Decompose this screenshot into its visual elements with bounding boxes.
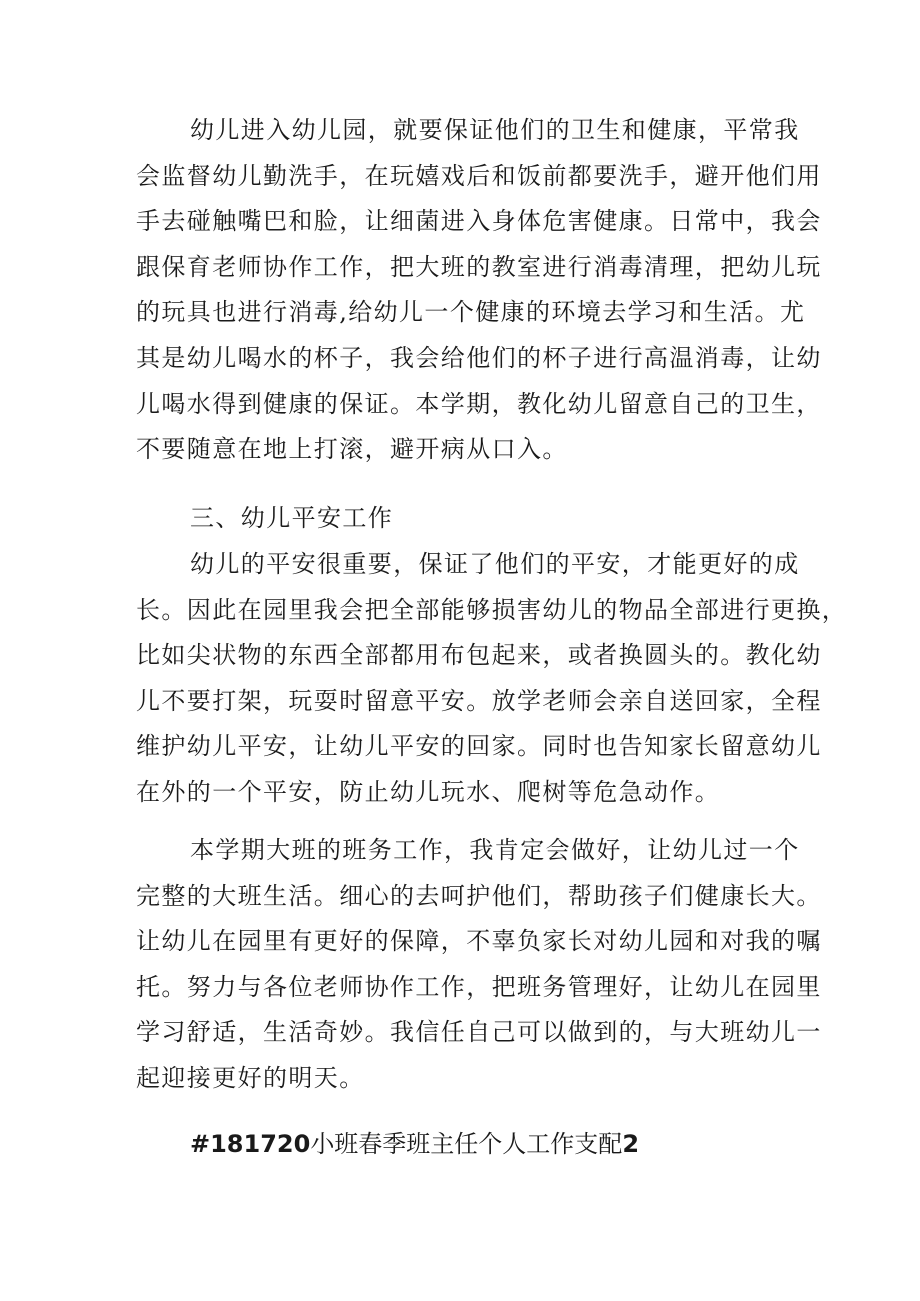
text-line: 手去碰触嘴巴和脸，让细菌进入身体危害健康。日常中，我会 (136, 207, 822, 236)
next-document-title (190, 1122, 639, 1168)
text-line: 在外的一个平安，防止幼儿玩水、爬树等危急动作。 (136, 777, 721, 806)
text-line: 幼儿进入幼儿园，就要保证他们的卫生和健康，平常我 (190, 116, 800, 144)
title-prefix: #181720 (190, 1130, 311, 1158)
text-line: 让幼儿在园里有更好的保障，不辜负家长对幼儿园和对我的嘱 (136, 927, 822, 956)
text-line: 本学期大班的班务工作，我肯定会做好，让幼儿过一个 (190, 836, 800, 864)
paragraph-conclusion (136, 828, 822, 1102)
text-line: 幼儿的平安很重要，保证了他们的平安，才能更好的成 (190, 550, 800, 578)
title-suffix: 2 (622, 1130, 640, 1158)
text-line: 跟保育老师协作工作，把大班的教室进行消毒清理，把幼儿玩 (136, 252, 822, 281)
text-line: 会监督幼儿勤洗手，在玩嬉戏后和饭前都要洗手，避开他们用 (136, 161, 822, 190)
text-line: 起迎接更好的明天。 (136, 1063, 365, 1092)
section-heading-text: 三、幼儿平安工作 (190, 504, 394, 532)
text-line: 比如尖状物的东西全部都用布包起来，或者换圆头的。教化幼 (136, 641, 822, 670)
text-line: 其是幼儿喝水的杯子，我会给他们的杯子进行高温消毒，让幼 (136, 343, 822, 372)
text-line: 儿不要打架，玩耍时留意平安。放学老师会亲自送回家，全程 (136, 686, 822, 715)
text-line: 完整的大班生活。细心的去呵护他们，帮助孩子们健康长大。 (136, 881, 822, 910)
text-line: 托。努力与各位老师协作工作，把班务管理好，让幼儿在园里 (136, 972, 822, 1001)
paragraph-safety (136, 542, 848, 816)
text-line: 的玩具也进行消毒,给幼儿一个健康的环境去学习和生活。尤 (136, 298, 806, 327)
text-line: 维护幼儿平安，让幼儿平安的回家。同时也告知家长留意幼儿 (136, 732, 822, 761)
paragraph-hygiene (136, 108, 822, 473)
text-line: 长。因此在园里我会把全部能够损害幼儿的物品全部进行更换， (136, 595, 848, 624)
section-heading-safety (136, 496, 794, 542)
title-text: 小班春季班主任个人工作支配 (310, 1130, 623, 1158)
text-line: 儿喝水得到健康的保证。本学期，教化幼儿留意自己的卫生， (136, 389, 822, 418)
text-line: 不要随意在地上打滚，避开病从口入。 (136, 435, 568, 464)
text-line: 学习舒适，生活奇妙。我信任自己可以做到的，与大班幼儿一 (136, 1018, 822, 1047)
